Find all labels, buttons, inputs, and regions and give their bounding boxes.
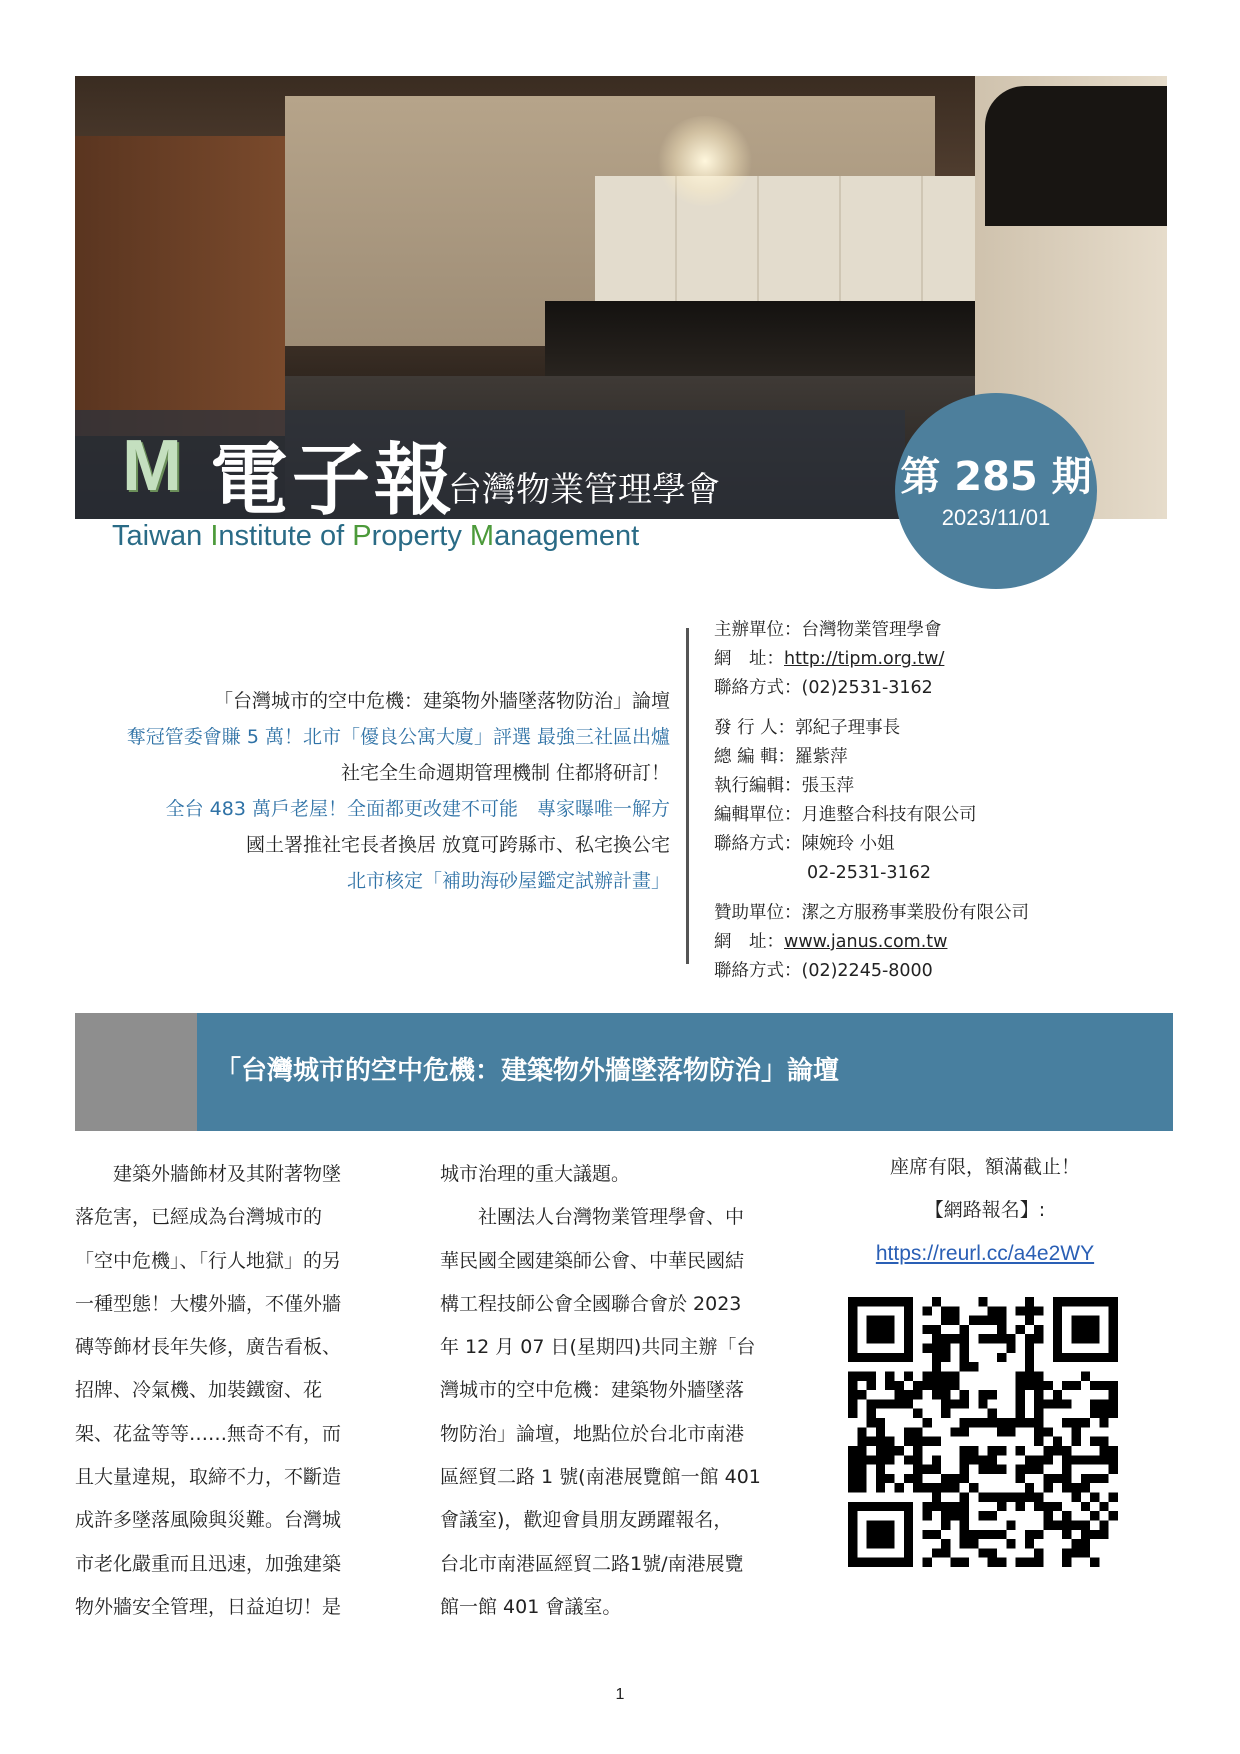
subtitle-word: Property (352, 520, 462, 552)
organizer-label: 主辦單位： (714, 620, 802, 640)
sponsor-label: 贊助單位： (714, 903, 802, 923)
website-link[interactable]: http://tipm.org.tw/ (784, 649, 945, 669)
editing-unit-line (714, 801, 1134, 830)
article-line: 架、花盆等等……無奇不有，而 (75, 1422, 342, 1445)
article-line: 市老化嚴重而且迅速，加強建築 (75, 1552, 342, 1575)
article-line: 物外牆安全管理，日益迫切！是 (75, 1595, 342, 1618)
toc-item-5[interactable]: 國土署推社宅長者換居 放寬可跨縣市、私宅換公宅 (245, 834, 670, 856)
issue-number: 第 285 期 (900, 454, 1092, 500)
org-name: 台灣物業管理學會 (448, 470, 720, 510)
article-line: 會議室)，歡迎會員朋友踴躍報名， (440, 1509, 733, 1532)
sponsor-contact-value: (02)2245-8000 (801, 961, 933, 981)
sponsor-website-line (714, 928, 1134, 957)
sponsor-website-label: 網 址： (714, 932, 784, 952)
publisher-value: 郭紀子理事長 (795, 718, 901, 738)
issue-badge (895, 393, 1097, 589)
article-line: 台北市南港區經貿二路1號/南港展覽 (440, 1552, 744, 1575)
qr-finder-pattern (1071, 1316, 1099, 1344)
article-line: 招牌、冷氣機、加裝鐵窗、花 (75, 1379, 323, 1402)
editing-phone: 02-2531-3162 (807, 863, 931, 883)
publisher-line (714, 714, 1134, 743)
logo: M (122, 426, 180, 506)
editing-contact-value: 陳婉玲 小姐 (801, 834, 895, 854)
article-line: 灣城市的空中危機：建築物外牆墜落 (440, 1379, 745, 1402)
website-line (714, 645, 1134, 674)
table-of-contents (70, 683, 670, 899)
chief-editor-value: 羅紫萍 (795, 747, 848, 767)
sponsor-contact-label: 聯絡方式： (714, 961, 802, 981)
signup-panel (800, 1146, 1170, 1275)
article-line: 區經貿二路 1 號(南港展覽館一館 401 (440, 1466, 761, 1489)
article-line: 館一館 401 會議室。 (440, 1595, 622, 1618)
qr-finder-pattern (867, 1520, 895, 1548)
editing-contact-label: 聯絡方式： (714, 834, 802, 854)
signup-label: 【網路報名】: (924, 1199, 1046, 1221)
seat-notice: 座席有限，額滿截止！ (889, 1156, 1080, 1178)
subtitle-en (112, 520, 639, 553)
toc-item-6[interactable]: 北市核定「補助海砂屋鑑定試辦計畫」 (346, 870, 670, 892)
contact-value: (02)2531-3162 (801, 678, 933, 698)
article-line: 成許多墜落風險與災難。台灣城 (75, 1509, 342, 1532)
toc-item-1[interactable]: 「台灣城市的空中危機：建築物外牆墜落物防治」論壇 (213, 690, 670, 712)
section-title: 「台灣城市的空中危機：建築物外牆墜落物防治」論壇 (215, 1056, 840, 1086)
exec-editor-line (714, 772, 1134, 801)
article-line: 落危害，已經成為台灣城市的 (75, 1206, 323, 1229)
toc-item-4[interactable]: 全台 483 萬戶老屋！全面都更改建不可能 專家曝唯一解方 (165, 798, 670, 820)
exec-editor-label: 執行編輯： (714, 776, 802, 796)
article-line: 且大量違規，取締不力，不斷造 (75, 1466, 342, 1489)
toc-item-3[interactable]: 社宅全生命週期管理機制 住都將研訂！ (340, 762, 670, 784)
banner-accent (75, 1013, 197, 1131)
article-line: 磚等飾材長年失修，廣告看板、 (75, 1336, 342, 1359)
article-line: 年 12 月 07 日(星期四)共同主辦「台 (440, 1336, 756, 1359)
chief-editor-line (714, 743, 1134, 772)
chief-editor-label: 總 編 輯： (714, 747, 796, 767)
newsletter-title: 電子報 (210, 436, 457, 526)
article-line: 「空中危機」、「行人地獄」的另 (75, 1249, 342, 1272)
contact-label: 聯絡方式： (714, 678, 802, 698)
organizer-value: 台灣物業管理學會 (801, 620, 942, 640)
vertical-divider (686, 628, 689, 964)
sponsor-website-link[interactable]: www.janus.com.tw (784, 932, 948, 952)
subtitle-word: Taiwan (112, 520, 203, 552)
subtitle-word: of (319, 520, 345, 552)
issue-date: 2023/11/01 (941, 505, 1051, 530)
sponsor-value: 潔之方服務事業股份有限公司 (801, 903, 1029, 923)
editing-unit-label: 編輯單位： (714, 805, 802, 825)
publisher-label: 發 行 人： (714, 718, 796, 738)
article-line: 城市治理的重大議題。 (440, 1163, 631, 1185)
publication-info (714, 616, 1134, 986)
exec-editor-value: 張玉萍 (801, 776, 854, 796)
article-line: 社團法人台灣物業管理學會、中 (440, 1206, 745, 1229)
toc-item-2[interactable]: 奪冠管委會賺 5 萬！北市「優良公寓大廈」評選 最強三社區出爐 (126, 726, 670, 748)
article-line: 建築外牆飾材及其附著物墜 (75, 1163, 342, 1185)
signup-link[interactable]: https://reurl.cc/a4e2WY (875, 1242, 1095, 1265)
article-line: 一種型態！大樓外牆，不僅外牆 (75, 1292, 342, 1315)
qr-finder-pattern (867, 1316, 895, 1344)
article-line: 物防治」論壇，地點位於台北市南港 (440, 1422, 745, 1445)
subtitle-word: Management (469, 520, 640, 552)
subtitle-word: Institute (210, 520, 312, 552)
article-column-2 (440, 1153, 775, 1629)
page-number: 1 (615, 1686, 625, 1703)
editing-unit-value: 月進整合科技有限公司 (801, 805, 977, 825)
article-line: 構工程技師公會全國聯合會於 2023 (440, 1292, 742, 1315)
qr-code (848, 1297, 1118, 1567)
section-banner (75, 1013, 1173, 1131)
article-column-1 (75, 1153, 375, 1629)
website-label: 網 址： (714, 649, 784, 669)
sponsor-contact-line (714, 957, 1134, 986)
article-line: 華民國全國建築師公會、中華民國結 (440, 1249, 745, 1272)
editing-contact-line (714, 830, 1134, 859)
contact-line (714, 674, 1134, 703)
organizer-line (714, 616, 1134, 645)
sponsor-line (714, 899, 1134, 928)
